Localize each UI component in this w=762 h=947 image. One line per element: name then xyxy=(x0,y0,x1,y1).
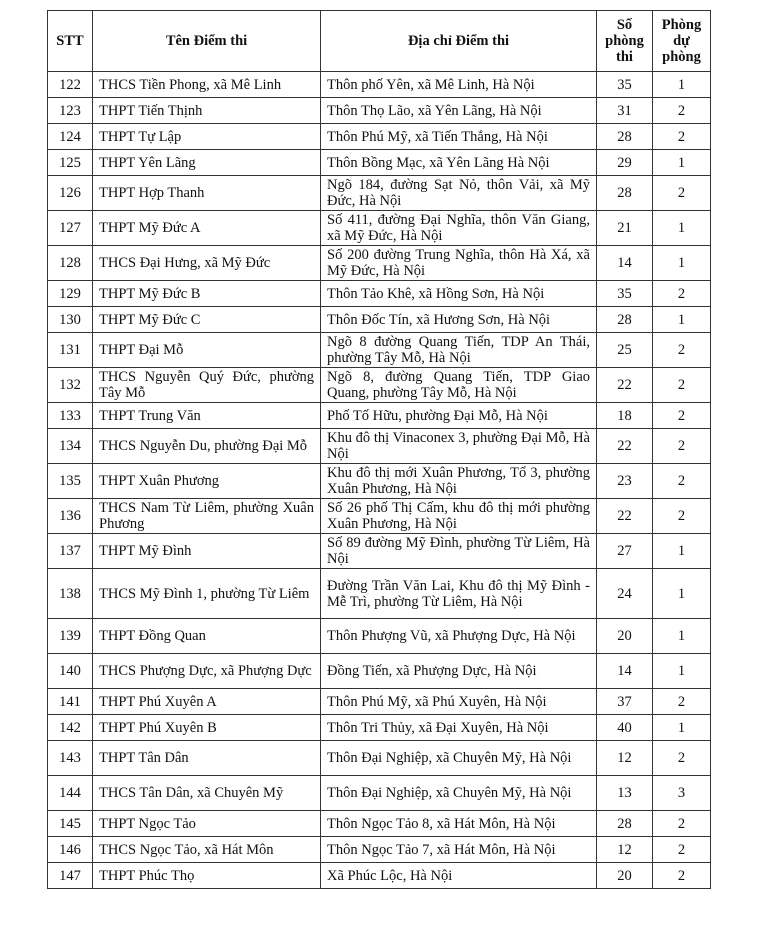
table-row xyxy=(48,150,711,176)
table-body xyxy=(48,72,711,889)
row-site-name: THPT Mỹ Đình xyxy=(93,534,321,569)
table-row xyxy=(48,333,711,368)
row-room-count: 12 xyxy=(597,741,653,776)
row-reserve-rooms: 1 xyxy=(653,715,711,741)
row-stt: 141 xyxy=(48,689,93,715)
row-reserve-rooms: 1 xyxy=(653,619,711,654)
row-room-count: 21 xyxy=(597,211,653,246)
row-site-name: THPT Yên Lãng xyxy=(93,150,321,176)
row-room-count: 31 xyxy=(597,98,653,124)
row-site-address: Ngõ 184, đường Sạt Nỏ, thôn Vải, xã Mỹ Đức, Hà Nội xyxy=(321,176,597,211)
row-stt: 122 xyxy=(48,72,93,98)
row-reserve-rooms: 2 xyxy=(653,863,711,889)
row-site-name: THPT Mỹ Đức A xyxy=(93,211,321,246)
row-site-address: Khu đô thị Vinaconex 3, phường Đại Mỗ, Hà Nội xyxy=(321,429,597,464)
table-row xyxy=(48,281,711,307)
table-header-row xyxy=(48,11,711,72)
row-room-count: 35 xyxy=(597,281,653,307)
row-stt: 131 xyxy=(48,333,93,368)
row-stt: 139 xyxy=(48,619,93,654)
row-room-count: 12 xyxy=(597,837,653,863)
row-room-count: 40 xyxy=(597,715,653,741)
header-reserve-rooms: Phòng dự phòng xyxy=(653,11,711,72)
row-site-address: Ngõ 8, đường Quang Tiến, TDP Giao Quang, phường Tây Mỗ, Hà Nội xyxy=(321,368,597,403)
row-reserve-rooms: 1 xyxy=(653,150,711,176)
row-stt: 132 xyxy=(48,368,93,403)
row-reserve-rooms: 1 xyxy=(653,534,711,569)
row-reserve-rooms: 1 xyxy=(653,246,711,281)
row-stt: 145 xyxy=(48,811,93,837)
row-site-name: THPT Tự Lập xyxy=(93,124,321,150)
row-reserve-rooms: 1 xyxy=(653,569,711,619)
row-room-count: 22 xyxy=(597,368,653,403)
row-site-name: THCS Ngọc Tảo, xã Hát Môn xyxy=(93,837,321,863)
table-row xyxy=(48,715,711,741)
table-row xyxy=(48,211,711,246)
row-reserve-rooms: 2 xyxy=(653,368,711,403)
table-row xyxy=(48,124,711,150)
row-stt: 127 xyxy=(48,211,93,246)
row-stt: 134 xyxy=(48,429,93,464)
table-row xyxy=(48,534,711,569)
row-room-count: 18 xyxy=(597,403,653,429)
row-stt: 133 xyxy=(48,403,93,429)
row-room-count: 29 xyxy=(597,150,653,176)
row-site-name: THCS Tân Dân, xã Chuyên Mỹ xyxy=(93,776,321,811)
row-stt: 147 xyxy=(48,863,93,889)
table-row xyxy=(48,98,711,124)
row-site-name: THPT Đại Mỗ xyxy=(93,333,321,368)
row-reserve-rooms: 2 xyxy=(653,689,711,715)
row-reserve-rooms: 2 xyxy=(653,281,711,307)
table-row xyxy=(48,429,711,464)
row-site-address: Thôn phố Yên, xã Mê Linh, Hà Nội xyxy=(321,72,597,98)
row-site-address: Đồng Tiến, xã Phượng Dực, Hà Nội xyxy=(321,654,597,689)
table-row xyxy=(48,837,711,863)
table-row xyxy=(48,776,711,811)
row-site-name: THPT Phúc Thọ xyxy=(93,863,321,889)
row-reserve-rooms: 1 xyxy=(653,307,711,333)
table-row xyxy=(48,176,711,211)
row-reserve-rooms: 1 xyxy=(653,72,711,98)
row-reserve-rooms: 3 xyxy=(653,776,711,811)
row-reserve-rooms: 2 xyxy=(653,837,711,863)
row-site-address: Thôn Bồng Mạc, xã Yên Lãng Hà Nội xyxy=(321,150,597,176)
row-site-address: Đường Trần Văn Lai, Khu đô thị Mỹ Đình - Mễ Trì, phường Từ Liêm, Hà Nội xyxy=(321,569,597,619)
row-site-address: Thôn Đốc Tín, xã Hương Sơn, Hà Nội xyxy=(321,307,597,333)
row-site-name: THPT Ngọc Tảo xyxy=(93,811,321,837)
row-site-address: Phố Tố Hữu, phường Đại Mỗ, Hà Nội xyxy=(321,403,597,429)
row-site-name: THPT Tân Dân xyxy=(93,741,321,776)
table-row xyxy=(48,307,711,333)
row-site-address: Thôn Ngọc Tảo 8, xã Hát Môn, Hà Nội xyxy=(321,811,597,837)
row-site-address: Thôn Phú Mỹ, xã Tiến Thắng, Hà Nội xyxy=(321,124,597,150)
document-page xyxy=(47,10,711,889)
row-site-address: Thôn Đại Nghiệp, xã Chuyên Mỹ, Hà Nội xyxy=(321,776,597,811)
header-site-name: Tên Điểm thi xyxy=(93,11,321,72)
exam-sites-table xyxy=(47,10,711,889)
row-reserve-rooms: 2 xyxy=(653,464,711,499)
row-site-address: Thôn Thọ Lão, xã Yên Lãng, Hà Nội xyxy=(321,98,597,124)
row-room-count: 28 xyxy=(597,307,653,333)
row-reserve-rooms: 2 xyxy=(653,333,711,368)
row-room-count: 20 xyxy=(597,863,653,889)
row-reserve-rooms: 2 xyxy=(653,741,711,776)
row-reserve-rooms: 2 xyxy=(653,124,711,150)
header-stt: STT xyxy=(48,11,93,72)
row-room-count: 13 xyxy=(597,776,653,811)
row-site-address: Thôn Phú Mỹ, xã Phú Xuyên, Hà Nội xyxy=(321,689,597,715)
table-row xyxy=(48,619,711,654)
table-row xyxy=(48,72,711,98)
row-reserve-rooms: 1 xyxy=(653,654,711,689)
row-stt: 123 xyxy=(48,98,93,124)
row-stt: 126 xyxy=(48,176,93,211)
row-room-count: 24 xyxy=(597,569,653,619)
row-stt: 142 xyxy=(48,715,93,741)
table-row xyxy=(48,499,711,534)
row-site-address: Số 26 phố Thị Cấm, khu đô thị mới phường Xuân Phương, Hà Nội xyxy=(321,499,597,534)
row-room-count: 23 xyxy=(597,464,653,499)
row-site-address: Thôn Đại Nghiệp, xã Chuyên Mỹ, Hà Nội xyxy=(321,741,597,776)
table-row xyxy=(48,246,711,281)
row-site-address: Số 411, đường Đại Nghĩa, thôn Văn Giang, xã Mỹ Đức, Hà Nội xyxy=(321,211,597,246)
row-stt: 129 xyxy=(48,281,93,307)
row-stt: 143 xyxy=(48,741,93,776)
row-site-name: THPT Xuân Phương xyxy=(93,464,321,499)
row-stt: 136 xyxy=(48,499,93,534)
row-site-name: THCS Tiền Phong, xã Mê Linh xyxy=(93,72,321,98)
row-site-name: THPT Đồng Quan xyxy=(93,619,321,654)
row-room-count: 27 xyxy=(597,534,653,569)
row-site-name: THPT Hợp Thanh xyxy=(93,176,321,211)
row-reserve-rooms: 2 xyxy=(653,176,711,211)
header-site-address: Địa chỉ Điểm thi xyxy=(321,11,597,72)
row-site-name: THPT Phú Xuyên B xyxy=(93,715,321,741)
table-row xyxy=(48,811,711,837)
row-reserve-rooms: 1 xyxy=(653,211,711,246)
row-reserve-rooms: 2 xyxy=(653,403,711,429)
row-site-name: THCS Nguyễn Quý Đức, phường Tây Mỗ xyxy=(93,368,321,403)
table-row xyxy=(48,569,711,619)
table-row xyxy=(48,863,711,889)
row-site-address: Ngõ 8 đường Quang Tiến, TDP An Thái, phường Tây Mỗ, Hà Nội xyxy=(321,333,597,368)
row-stt: 135 xyxy=(48,464,93,499)
row-room-count: 28 xyxy=(597,176,653,211)
table-row xyxy=(48,654,711,689)
row-stt: 125 xyxy=(48,150,93,176)
table-row xyxy=(48,403,711,429)
table-row xyxy=(48,464,711,499)
row-site-address: Thôn Tảo Khê, xã Hồng Sơn, Hà Nội xyxy=(321,281,597,307)
row-room-count: 14 xyxy=(597,246,653,281)
row-reserve-rooms: 2 xyxy=(653,811,711,837)
table-row xyxy=(48,368,711,403)
row-reserve-rooms: 2 xyxy=(653,98,711,124)
row-site-name: THCS Đại Hưng, xã Mỹ Đức xyxy=(93,246,321,281)
row-room-count: 22 xyxy=(597,499,653,534)
row-site-name: THCS Mỹ Đình 1, phường Từ Liêm xyxy=(93,569,321,619)
row-room-count: 22 xyxy=(597,429,653,464)
row-stt: 128 xyxy=(48,246,93,281)
row-room-count: 14 xyxy=(597,654,653,689)
row-room-count: 28 xyxy=(597,811,653,837)
table-row xyxy=(48,689,711,715)
row-stt: 137 xyxy=(48,534,93,569)
row-site-name: THPT Mỹ Đức B xyxy=(93,281,321,307)
row-site-name: THCS Nam Từ Liêm, phường Xuân Phương xyxy=(93,499,321,534)
row-site-address: Thôn Ngọc Tảo 7, xã Hát Môn, Hà Nội xyxy=(321,837,597,863)
row-stt: 144 xyxy=(48,776,93,811)
row-stt: 138 xyxy=(48,569,93,619)
row-site-name: THPT Tiến Thịnh xyxy=(93,98,321,124)
row-stt: 146 xyxy=(48,837,93,863)
row-site-address: Xã Phúc Lộc, Hà Nội xyxy=(321,863,597,889)
row-site-address: Thôn Phượng Vũ, xã Phượng Dực, Hà Nội xyxy=(321,619,597,654)
row-room-count: 37 xyxy=(597,689,653,715)
row-site-name: THCS Nguyễn Du, phường Đại Mỗ xyxy=(93,429,321,464)
row-site-address: Số 200 đường Trung Nghĩa, thôn Hà Xá, xã Mỹ Đức, Hà Nội xyxy=(321,246,597,281)
row-site-name: THPT Phú Xuyên A xyxy=(93,689,321,715)
row-room-count: 20 xyxy=(597,619,653,654)
row-reserve-rooms: 2 xyxy=(653,499,711,534)
row-site-address: Khu đô thị mới Xuân Phương, Tổ 3, phường Xuân Phương, Hà Nội xyxy=(321,464,597,499)
header-room-count: Số phòng thi xyxy=(597,11,653,72)
row-room-count: 28 xyxy=(597,124,653,150)
row-room-count: 25 xyxy=(597,333,653,368)
row-site-name: THCS Phượng Dực, xã Phượng Dực xyxy=(93,654,321,689)
row-site-name: THPT Mỹ Đức C xyxy=(93,307,321,333)
row-reserve-rooms: 2 xyxy=(653,429,711,464)
row-stt: 140 xyxy=(48,654,93,689)
row-site-address: Số 89 đường Mỹ Đình, phường Từ Liêm, Hà Nội xyxy=(321,534,597,569)
row-site-address: Thôn Tri Thủy, xã Đại Xuyên, Hà Nội xyxy=(321,715,597,741)
row-site-name: THPT Trung Văn xyxy=(93,403,321,429)
row-stt: 124 xyxy=(48,124,93,150)
row-stt: 130 xyxy=(48,307,93,333)
table-row xyxy=(48,741,711,776)
row-room-count: 35 xyxy=(597,72,653,98)
